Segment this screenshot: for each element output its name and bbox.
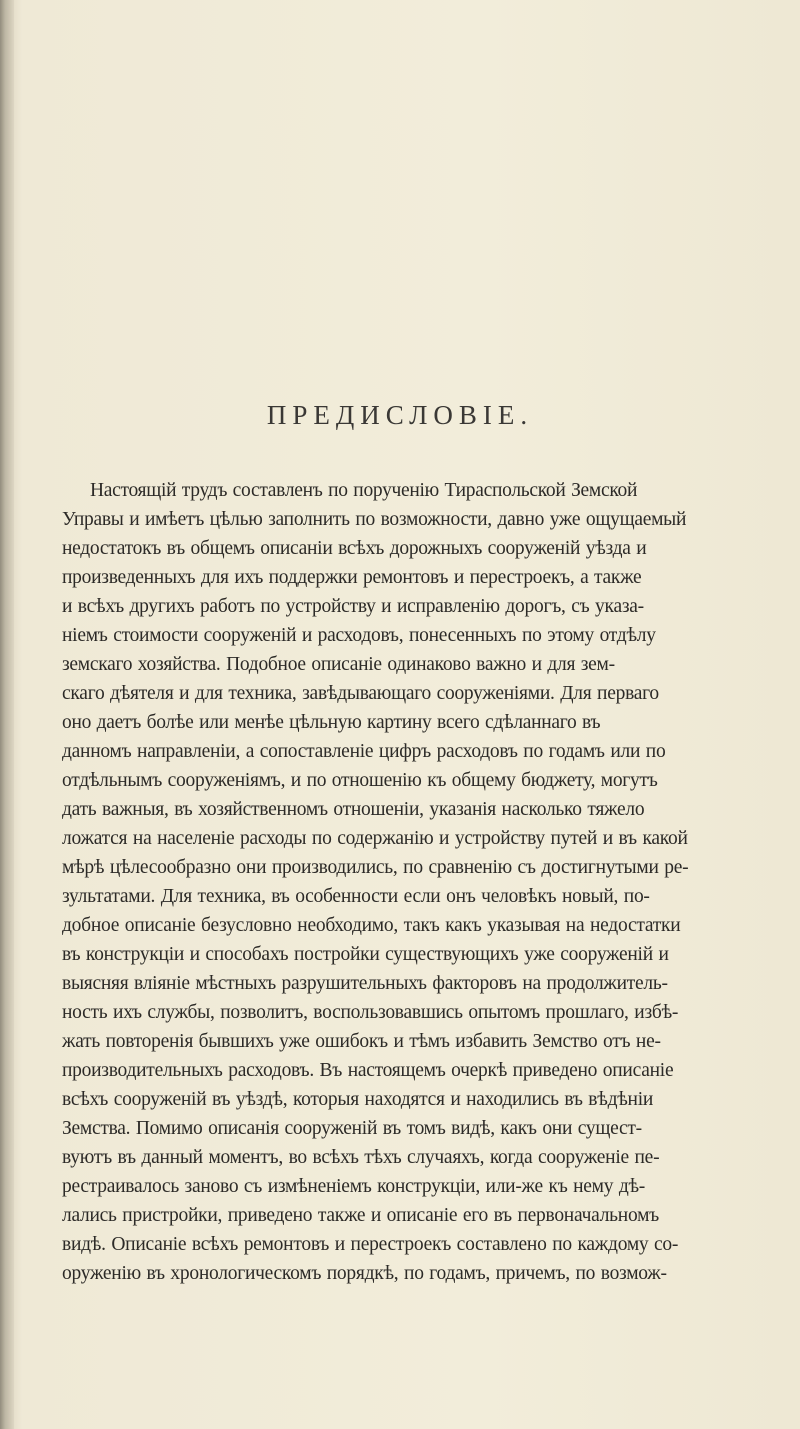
text-line: дать важныя, въ хозяйственномъ отношеніи, указанія насколько тяжело bbox=[62, 799, 645, 820]
text-line: лались пристройки, приведено также и описаніе его въ первоначальномъ bbox=[62, 1205, 659, 1226]
text-line: жать повторенія бывшихъ уже ошибокъ и тѣмъ избавить Земство отъ не- bbox=[62, 1031, 661, 1052]
text-line: скаго дѣятеля и для техника, завѣдывающаго сооруженіями. Для перваго bbox=[62, 683, 659, 704]
text-line: въ конструкціи и способахъ постройки существующихъ уже сооруженій и bbox=[62, 944, 669, 965]
page-title: ПРЕДИСЛОВІЕ. bbox=[266, 400, 534, 430]
text-line: Земства. Помимо описанія сооруженій въ томъ видѣ, какъ они сущест- bbox=[62, 1118, 642, 1139]
text-line: отдѣльнымъ сооруженіямъ, и по отношенію къ общему бюджету, могутъ bbox=[62, 770, 658, 791]
text-line: оно даетъ болѣе или менѣе цѣльную картину всего сдѣланнаго въ bbox=[62, 712, 601, 733]
text-line: ложатся на населеніе расходы по содержанію и устройству путей и въ какой bbox=[62, 828, 688, 849]
page-binding-edge bbox=[0, 0, 14, 1429]
text-line: произведенныхъ для ихъ поддержки ремонтовъ и перестроекъ, а также bbox=[62, 567, 642, 588]
text-line: ніемъ стоимости сооруженій и расходовъ, понесенныхъ по этому отдѣлу bbox=[62, 625, 656, 646]
text-line: всѣхъ сооруженій въ уѣздѣ, которыя находятся и находились въ вѣдѣніи bbox=[62, 1089, 654, 1110]
text-line: выясняя вліяніе мѣстныхъ разрушительныхъ факторовъ на продолжитель- bbox=[62, 973, 668, 994]
text-line: добное описаніе безусловно необходимо, такъ какъ указывая на недостатки bbox=[62, 915, 681, 936]
text-line: оруженію въ хронологическомъ порядкѣ, по годамъ, причемъ, по возмож- bbox=[62, 1263, 667, 1284]
text-line: мѣрѣ цѣлесообразно они производились, по сравненію съ достигнутыми ре- bbox=[62, 857, 689, 878]
text-line: зультатами. Для техника, въ особенности если онъ человѣкъ новый, по- bbox=[62, 886, 650, 907]
text-line: земскаго хозяйства. Подобное описаніе одинаково важно и для зем- bbox=[62, 654, 615, 675]
text-line: данномъ направленіи, а сопоставленіе цифръ расходовъ по годамъ или по bbox=[62, 741, 666, 762]
text-line: производительныхъ расходовъ. Въ настоящемъ очеркѣ приведено описаніе bbox=[62, 1060, 674, 1081]
text-line: рестраивалось заново съ измѣненіемъ конструкціи, или-же къ нему дѣ- bbox=[62, 1176, 646, 1197]
text-line: ность ихъ службы, позволитъ, воспользовавшись опытомъ прошлаго, избѣ- bbox=[62, 1002, 679, 1023]
preface-text bbox=[62, 476, 800, 1288]
text-line: видѣ. Описаніе всѣхъ ремонтовъ и перестроекъ составлено по каждому со- bbox=[62, 1234, 679, 1255]
text-line: и всѣхъ другихъ работъ по устройству и исправленію дорогъ, съ указа- bbox=[62, 596, 644, 617]
text-line: Управы и имѣетъ цѣлью заполнить по возможности, давно уже ощущаемый bbox=[62, 509, 687, 530]
text-line: Настоящій трудъ составленъ по порученію Тираспольской Земской bbox=[90, 480, 638, 501]
text-line: недостатокъ въ общемъ описаніи всѣхъ дорожныхъ сооруженій уѣзда и bbox=[62, 538, 647, 559]
text-line: вуютъ въ данный моментъ, во всѣхъ тѣхъ случаяхъ, когда сооруженіе пе- bbox=[62, 1147, 660, 1168]
